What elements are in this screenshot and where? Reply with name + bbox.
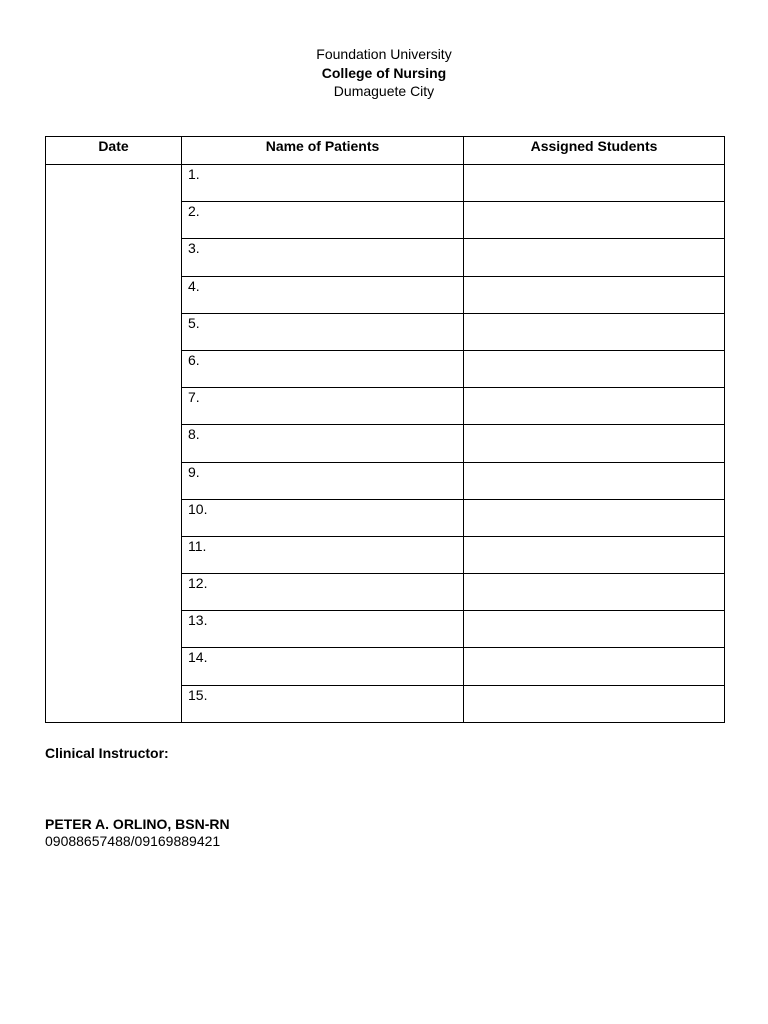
instructor-contact: 09088657488/09169889421: [45, 833, 221, 849]
assigned-student-cell[interactable]: [464, 536, 725, 573]
assigned-student-cell[interactable]: [464, 462, 725, 499]
patient-name-cell[interactable]: 1.: [182, 165, 464, 202]
table-header-row: [46, 137, 725, 165]
assigned-student-cell[interactable]: [464, 276, 725, 313]
document-header: [0, 45, 768, 101]
date-column-header: Date: [46, 137, 182, 165]
assigned-student-cell[interactable]: [464, 611, 725, 648]
assigned-student-cell[interactable]: [464, 313, 725, 350]
patient-name-cell[interactable]: 9.: [182, 462, 464, 499]
assigned-student-cell[interactable]: [464, 574, 725, 611]
patient-name-cell[interactable]: 7.: [182, 388, 464, 425]
institution-name: Foundation University: [316, 46, 452, 62]
table-row: [46, 165, 725, 202]
patient-name-cell[interactable]: 8.: [182, 425, 464, 462]
patient-name-cell[interactable]: 13.: [182, 611, 464, 648]
city-name: Dumaguete City: [333, 83, 435, 99]
assigned-student-cell[interactable]: [464, 388, 725, 425]
assigned-student-cell[interactable]: [464, 239, 725, 276]
students-column-header: Assigned Students: [464, 137, 725, 165]
patient-assignment-table: [45, 136, 725, 723]
assigned-student-cell[interactable]: [464, 425, 725, 462]
signatory-block: [45, 816, 230, 850]
patient-name-cell[interactable]: 4.: [182, 276, 464, 313]
assigned-student-cell[interactable]: [464, 165, 725, 202]
assigned-student-cell[interactable]: [464, 499, 725, 536]
patient-name-cell[interactable]: 15.: [182, 685, 464, 722]
clinical-instructor-label: Clinical Instructor:: [45, 745, 169, 761]
patient-name-cell[interactable]: 12.: [182, 574, 464, 611]
patient-name-cell[interactable]: 6.: [182, 350, 464, 387]
patient-name-cell[interactable]: 5.: [182, 313, 464, 350]
patient-name-cell[interactable]: 11.: [182, 536, 464, 573]
instructor-name: PETER A. ORLINO, BSN-RN: [45, 816, 230, 832]
patient-name-cell[interactable]: 10.: [182, 499, 464, 536]
college-name: College of Nursing: [321, 64, 447, 81]
patients-column-header: Name of Patients: [182, 137, 464, 165]
patient-name-cell[interactable]: 2.: [182, 202, 464, 239]
patient-name-cell[interactable]: 3.: [182, 239, 464, 276]
assigned-student-cell[interactable]: [464, 685, 725, 722]
date-cell[interactable]: [46, 165, 182, 723]
assigned-student-cell[interactable]: [464, 202, 725, 239]
patient-name-cell[interactable]: 14.: [182, 648, 464, 685]
assigned-student-cell[interactable]: [464, 350, 725, 387]
assigned-student-cell[interactable]: [464, 648, 725, 685]
